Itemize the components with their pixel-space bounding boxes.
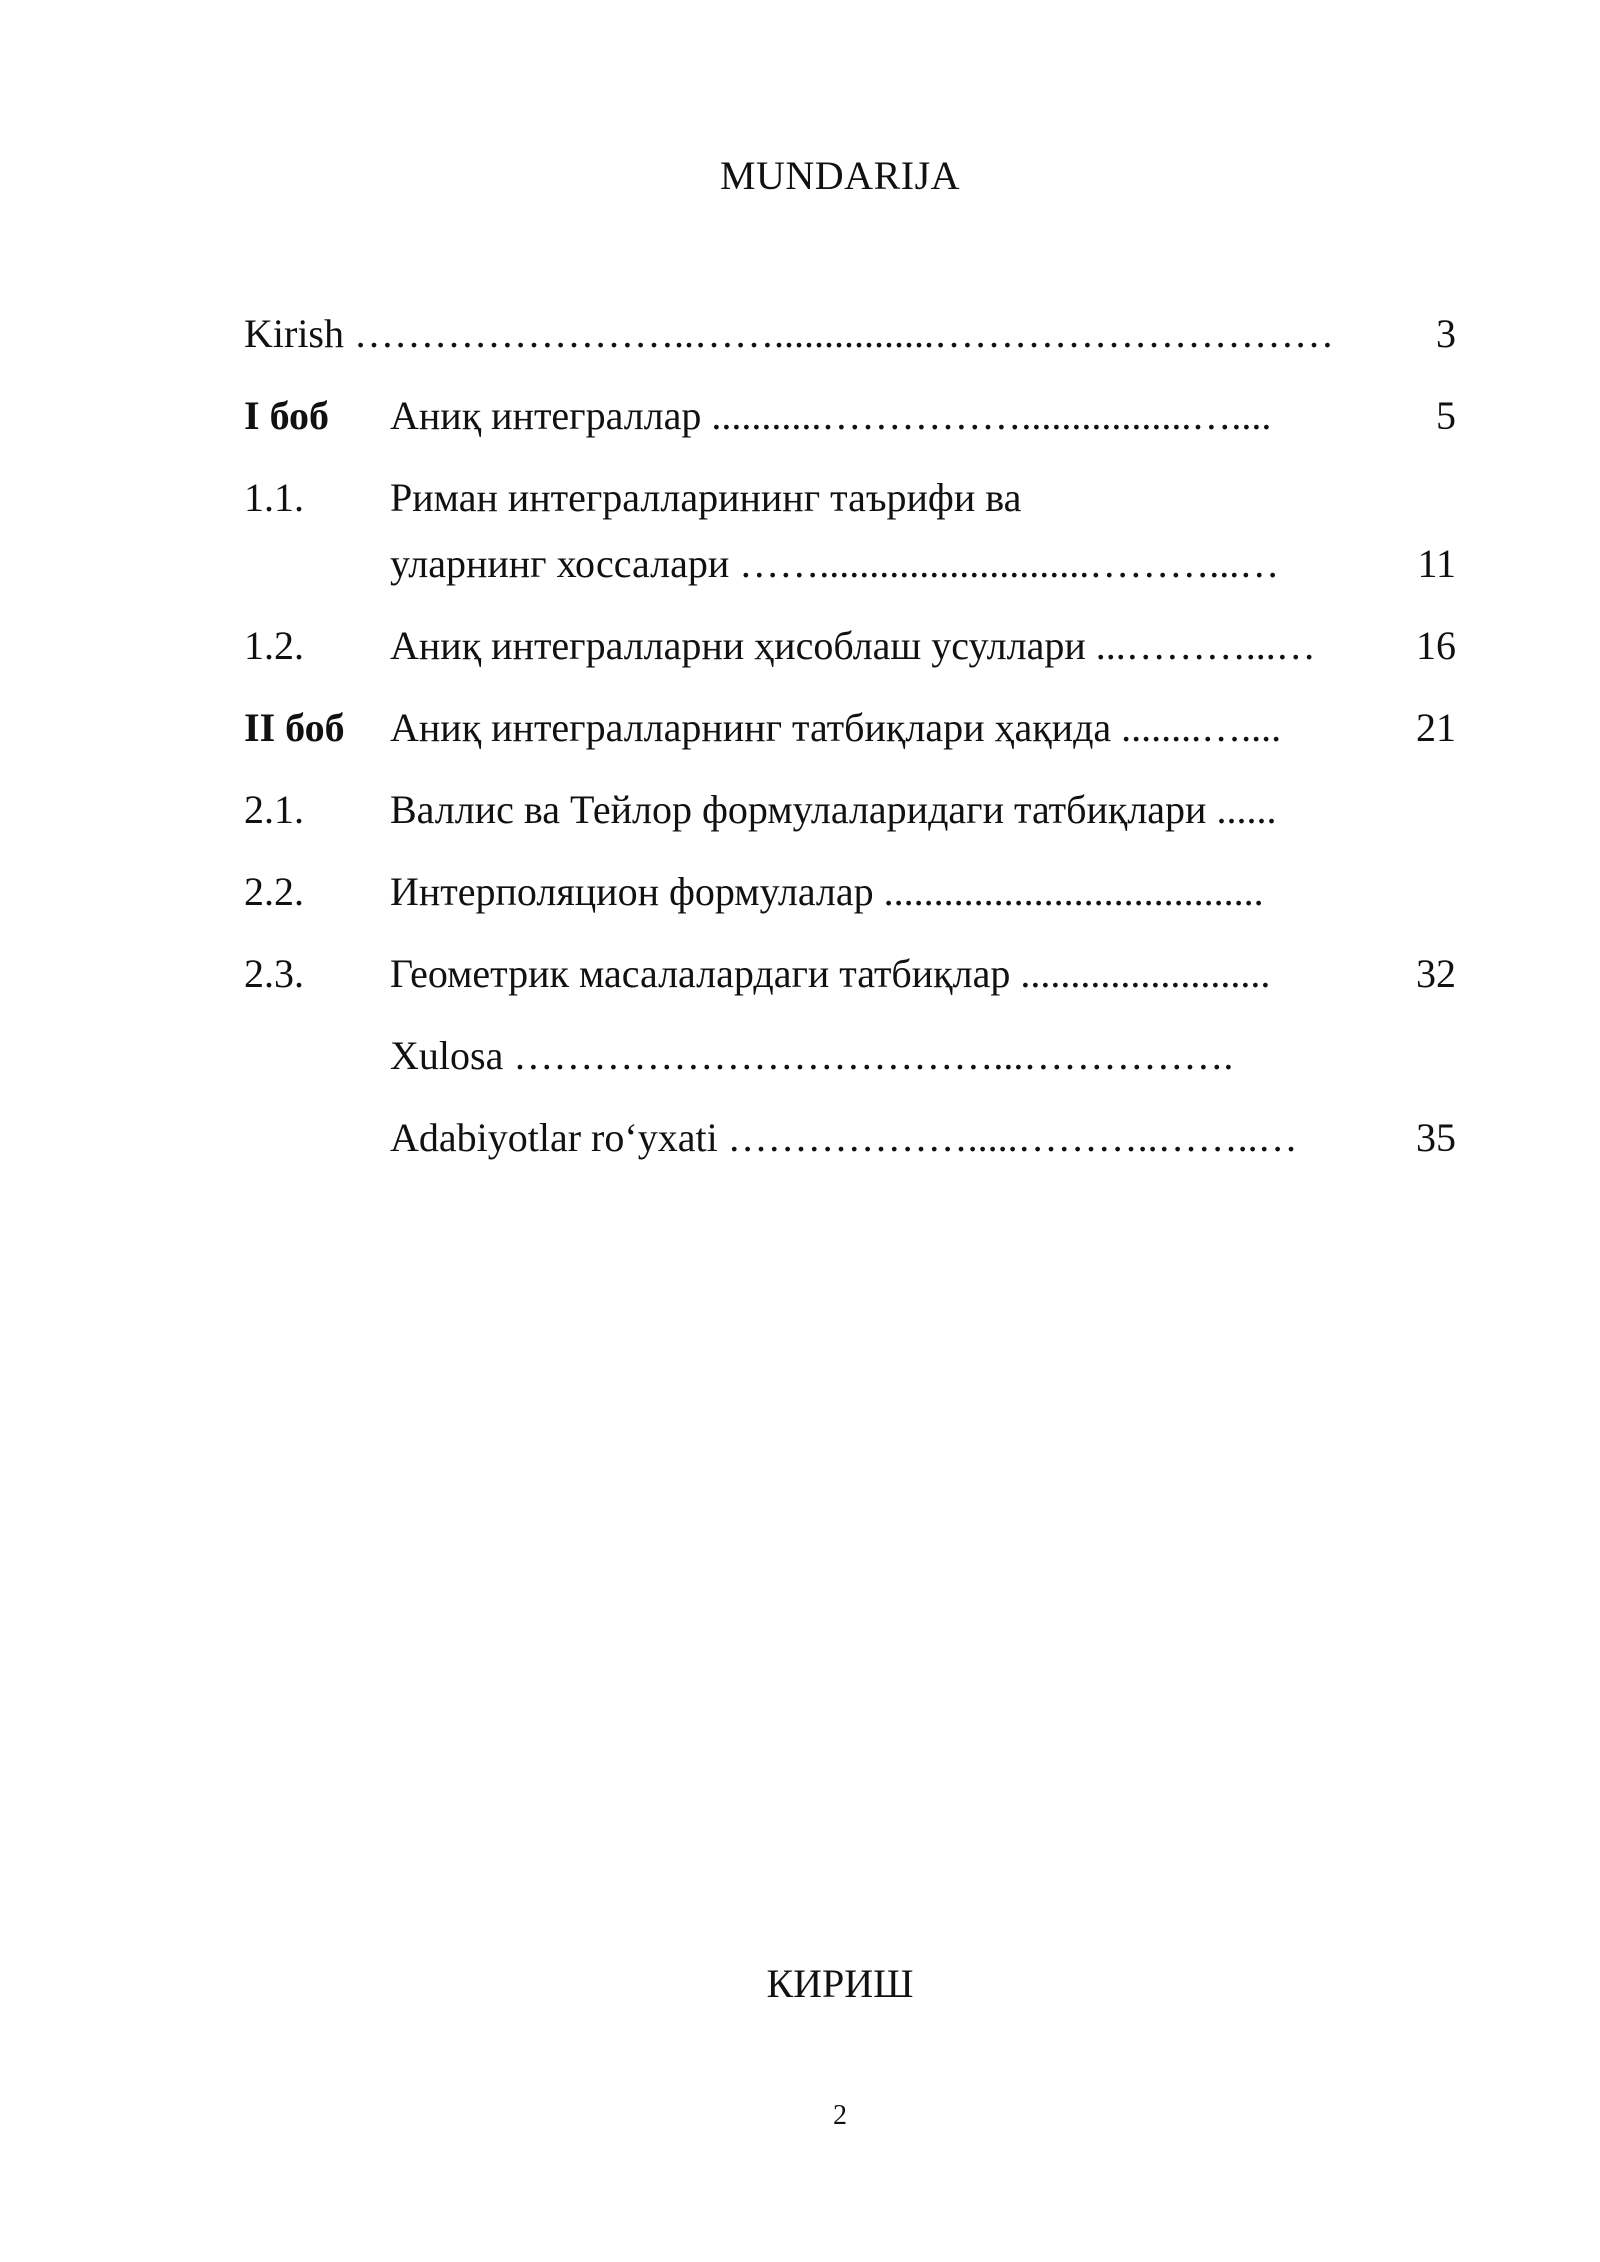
toc-row-2-3 [244, 950, 1456, 998]
toc-entry-page: 35 [1416, 1115, 1456, 1160]
toc-row-2-1 [244, 786, 1456, 834]
toc-entry-number: 2.2. [244, 869, 304, 914]
toc-entry-title: Аниқ интегралларнинг татбиқлари ҳақида ........….... [390, 705, 1282, 750]
toc-row-chapter-1 [244, 392, 1456, 440]
toc-entry-title: Xulosa ………………………………...……………. [390, 1033, 1234, 1078]
toc-row-1-1-continuation [244, 540, 1456, 588]
toc-row-2-2 [244, 868, 1456, 916]
toc-entry-number: II боб [244, 705, 345, 750]
toc-entry-number: I боб [244, 393, 330, 438]
toc-entry-title: Риман интегралларининг таърифи ва [390, 475, 1022, 520]
toc-entry-title: уларнинг хоссалари ……...........................………...… [390, 541, 1280, 586]
toc-row-adabiyotlar [244, 1114, 1456, 1162]
page-number: 2 [833, 2100, 847, 2131]
toc-entry-page: 32 [1416, 951, 1456, 996]
toc-entry-title: Геометрик масалалардаги татбиқлар ......................... [390, 951, 1271, 996]
toc-entry-page: 16 [1416, 623, 1456, 668]
toc-entry-title: Интерполяцион формулалар ...................................... [390, 869, 1264, 914]
toc-entry-number: 2.3. [244, 951, 304, 996]
page-title: MUNDARIJA [719, 153, 961, 198]
toc-entry-number: 1.2. [244, 623, 304, 668]
toc-row-xulosa [244, 1032, 1456, 1080]
toc-entry-number: 1.1. [244, 475, 304, 520]
toc-row-1-1 [244, 474, 1456, 522]
toc-entry-page: 3 [1436, 311, 1456, 356]
toc-row-1-2 [244, 622, 1456, 670]
toc-entry-title: Аниқ интеграллар ...........…………….................….... [390, 393, 1272, 438]
toc-row-kirish [244, 310, 1456, 358]
toc-entry-title: Kirish ……………………..……................………………………… [244, 311, 1334, 356]
section-heading: КИРИШ [766, 1961, 914, 2006]
toc-entry-page: 11 [1417, 541, 1456, 586]
toc-entry-page: 5 [1436, 393, 1456, 438]
toc-entry-title: Валлис ва Тейлор формулаларидаги татбиқлари ...... [390, 787, 1277, 832]
toc-row-chapter-2 [244, 704, 1456, 752]
toc-entry-page: 21 [1416, 705, 1456, 750]
toc-entry-title: Adabiyotlar ro‘yxati ……………….....………..……..… [390, 1115, 1298, 1160]
toc-entry-number: 2.1. [244, 787, 304, 832]
toc-entry-title: Аниқ интегралларни ҳисоблаш усуллари ...………...… [390, 623, 1316, 668]
